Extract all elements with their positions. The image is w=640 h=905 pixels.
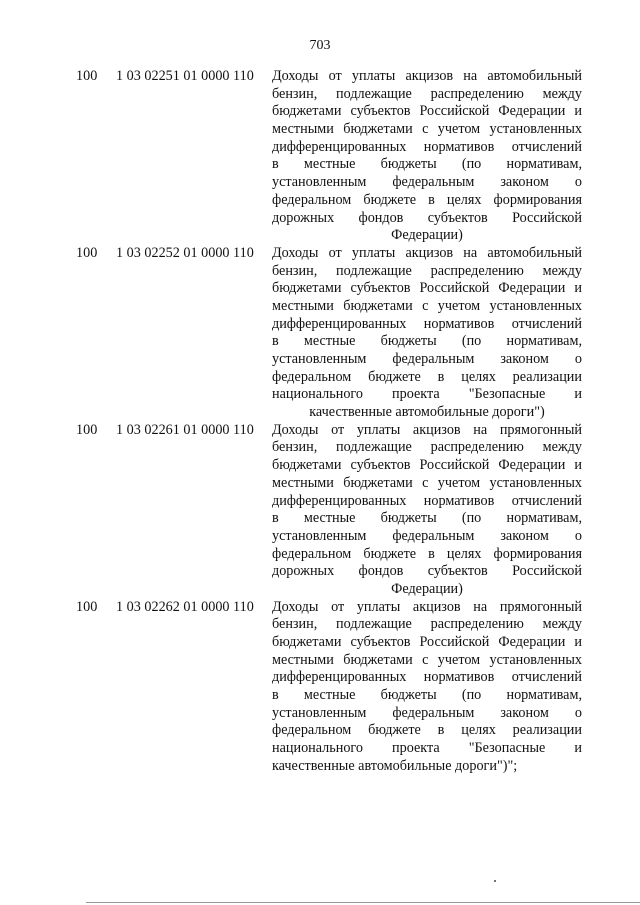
- description-line: дифференцированных нормативов отчислений: [272, 669, 582, 686]
- description-line: бензин, подлежащие распределению между: [272, 616, 582, 633]
- description-line: бюджетами субъектов Российской Федерации и: [272, 103, 582, 120]
- admin-code: 100: [76, 244, 98, 261]
- description-line: в местные бюджеты (по нормативам,: [272, 156, 582, 173]
- description-line: дорожных фондов субъектов Российской: [272, 209, 582, 226]
- description-line: установленным федеральным законом о: [272, 351, 582, 367]
- description-line: национального проекта "Безопасные и: [272, 386, 582, 403]
- description-line: бюджетами субъектов Российской Федерации и: [272, 457, 582, 474]
- description-line: бюджетами субъектов Российской Федерации и: [272, 280, 582, 297]
- description-line: дорожных фондов субъектов Российской: [272, 563, 582, 580]
- description: [272, 599, 582, 776]
- revenue-codes-list: [76, 68, 588, 776]
- description: [272, 422, 582, 599]
- description-line: федеральном бюджете в целях формирования: [272, 191, 582, 208]
- entry-4: [76, 599, 588, 776]
- description-line: в местные бюджеты (по нормативам,: [272, 510, 582, 527]
- admin-code: 100: [76, 68, 98, 84]
- description-line: Доходы от уплаты акцизов на прямогонный: [272, 421, 582, 438]
- description: [272, 245, 582, 422]
- kbk-code: 1 03 02251 01 0000 110: [116, 68, 254, 84]
- description-line: местными бюджетами с учетом установленных: [272, 297, 582, 314]
- description-line: бензин, подлежащие распределению между: [272, 262, 582, 279]
- description: [272, 68, 582, 245]
- description-line: дифференцированных нормативов отчислений: [272, 492, 582, 509]
- entry-2: [76, 245, 588, 422]
- page-edge-line: [86, 902, 640, 903]
- description-line: в местные бюджеты (по нормативам,: [272, 333, 582, 350]
- description-line: местными бюджетами с учетом установленных: [272, 474, 582, 491]
- description-line: Федерации): [391, 580, 463, 597]
- description-line: дифференцированных нормативов отчислений: [272, 315, 582, 332]
- admin-code: 100: [76, 598, 98, 615]
- scan-speck: [494, 880, 496, 882]
- entry-3: [76, 422, 588, 599]
- description-line: в местные бюджеты (по нормативам,: [272, 687, 582, 704]
- description-line: Доходы от уплаты акцизов на автомобильный: [272, 68, 582, 84]
- description-line: качественные автомобильные дороги"): [309, 404, 545, 421]
- description-line: федеральном бюджете в целях реализации: [272, 722, 582, 739]
- kbk-code: 1 03 02261 01 0000 110: [116, 421, 254, 438]
- description-line: дифференцированных нормативов отчислений: [272, 138, 582, 155]
- kbk-code: 1 03 02262 01 0000 110: [116, 598, 254, 615]
- description-line: местными бюджетами с учетом установленных: [272, 121, 582, 138]
- description-line: установленным федеральным законом о: [272, 704, 582, 721]
- entry-1: [76, 68, 588, 245]
- description-line: Доходы от уплаты акцизов на автомобильный: [272, 244, 582, 261]
- description-line: установленным федеральным законом о: [272, 527, 582, 544]
- description-line: местными бюджетами с учетом установленных: [272, 651, 582, 668]
- description-line: федеральном бюджете в целях реализации: [272, 368, 582, 385]
- description-line: бензин, подлежащие распределению между: [272, 439, 582, 456]
- description-line: бюджетами субъектов Российской Федерации и: [272, 634, 582, 650]
- description-line: Федерации): [391, 227, 463, 244]
- description-line: федеральном бюджете в целях формирования: [272, 545, 582, 562]
- admin-code: 100: [76, 421, 98, 438]
- kbk-code: 1 03 02252 01 0000 110: [116, 244, 254, 261]
- description-line: бензин, подлежащие распределению между: [272, 85, 582, 102]
- description-line: национального проекта "Безопасные и: [272, 740, 582, 757]
- description-line: установленным федеральным законом о: [272, 174, 582, 191]
- page-number: 703: [309, 38, 331, 53]
- description-line: Доходы от уплаты акцизов на прямогонный: [272, 598, 582, 615]
- description-line: качественные автомобильные дороги")";: [272, 757, 518, 774]
